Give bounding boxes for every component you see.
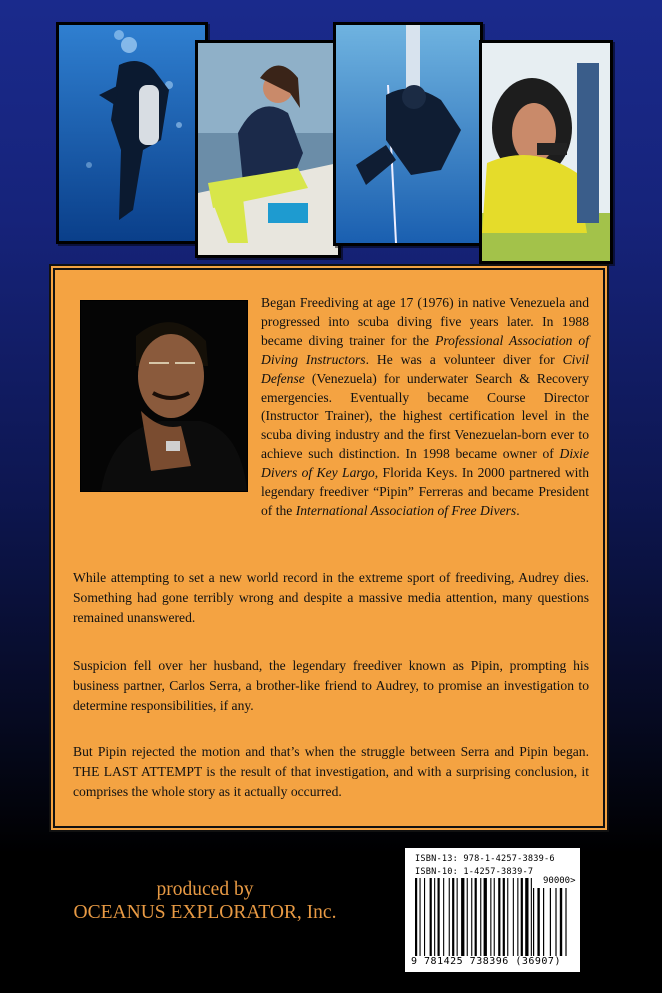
photo-freediver-on-boat	[195, 40, 341, 258]
photo-diver-with-tank	[56, 22, 208, 244]
isbn-barcode	[405, 848, 580, 972]
producer-credit	[40, 878, 370, 924]
producer-label: produced by	[156, 879, 254, 900]
photo-freediver-closeup	[479, 40, 613, 264]
synopsis-paragraph-2: Suspicion fell over her husband, the legendary freediver known as Pipin, prompting his business partner, Carlos Serra, a brother-like friend to Audrey, to promise an investigation to determine responsibilities, if any.	[73, 658, 589, 713]
org-dixie-divers: Dixie Divers of Key Largo	[261, 446, 589, 481]
synopsis-paragraph-1: While attempting to set a new world record in the extreme sport of freediving, Audrey dies. Something had gone terribly wrong and despite a massive media attention, many questions remained unanswered.	[73, 570, 589, 625]
org-civil-defense: Civil Defense	[261, 351, 589, 386]
org-iafd: International Association of Free Divers	[295, 502, 517, 518]
producer-name: OCEANUS EXPLORATOR, Inc.	[73, 902, 337, 923]
author-bio: Began Freediving at age 17 (1976) in native Venezuela and progressed into scuba diving five years later. In 1988 became diving trainer for the Professional Association of Diving Instructors. He was a volunteer diver for Civil Defense (Venezuela) for underwater Search & Recovery emergencies. Eventually became Course Director (Instructor Trainer), the highest certification level in the scuba diving industry and the first Venezuelan-born ever to achieve such distinction. In 1998 became owner of Dixie Divers of Key Largo, Florida Keys. In 2000 partnered with legendary freediver “Pipin” Ferreras and became President of the International Association of Free Divers.	[261, 295, 589, 518]
price-code: 90000>	[543, 876, 576, 886]
org-padi: Professional Association of Diving Instructors	[261, 332, 589, 367]
barcode-bars	[413, 878, 573, 958]
back-cover-text-panel	[53, 268, 605, 828]
synopsis-paragraph-3: But Pipin rejected the motion and that’s when the struggle between Serra and Pipin began. THE LAST ATTEMPT is the result of that investigation, and with a surprising conclusion, it comprises the whole story as it actually occurred.	[73, 744, 589, 799]
photo-diver-on-line	[333, 22, 483, 246]
isbn-10: ISBN-10: 1-4257-3839-7	[415, 867, 534, 877]
barcode-digits: 9 781425 738396 (36907)	[411, 956, 561, 967]
isbn-13: ISBN-13: 978-1-4257-3839-6	[415, 854, 555, 864]
